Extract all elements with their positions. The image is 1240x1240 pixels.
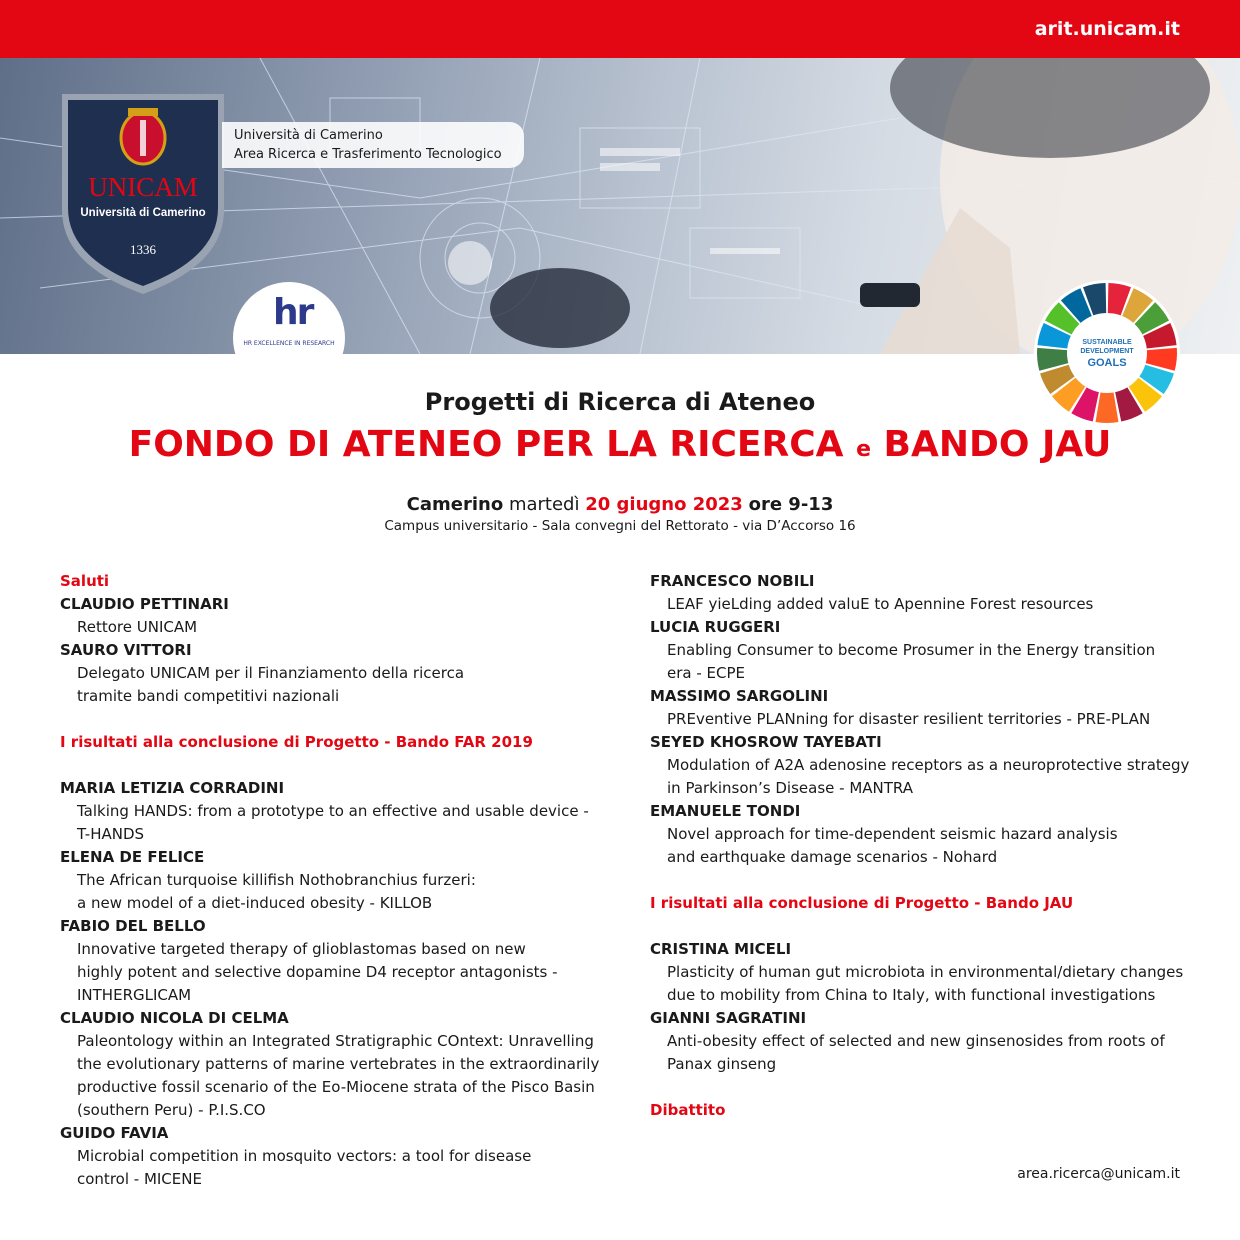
section-heading-debate: Dibattito [650,1101,726,1119]
event-title [0,424,1240,465]
event-date: 20 giugno 2023 [585,494,743,515]
project-title: The African turquoise killifish Nothobranchius furzeri: a new model of a diet-induced obesity - KILLOB [77,871,476,912]
speaker-role: Delegato UNICAM per il Finanziamento della ricerca tramite bandi competitivi nazionali [77,664,465,705]
project-title: Novel approach for time-dependent seismic hazard analysis and earthquake damage scenarios - Nohard [667,825,1118,866]
contact-email[interactable]: area.ricerca@unicam.it [1017,1166,1180,1182]
project-lead: MARIA LETIZIA CORRADINI [60,779,285,797]
hr-excellence-badge [233,282,345,394]
speaker-role: Rettore UNICAM [77,618,198,636]
title-conjunction: e [856,437,871,462]
project-title: Paleontology within an Integrated Stratigraphic COntext: Unravelling the evolutionary patterns of marine vertebrates in the extraordinarily productive fossil scenario of the Eo-Miocene strata of the Pisco Basin (southern Peru) - P.I.S.CO [77,1032,600,1119]
shield-name: UNICAM [88,172,198,202]
top-banner [0,0,1240,58]
project-lead: ELENA DE FELICE [60,848,205,866]
project-title: LEAF yieLding added valuE to Apennine Forest resources [667,595,1094,613]
section-heading-jau: I risultati alla conclusione di Progetto - Bando JAU [650,894,1074,912]
speaker-name: SAURO VITTORI [60,641,192,659]
event-subtitle: Progetti di Ricerca di Ateneo [424,388,816,416]
hr-logo: hr [273,292,313,333]
project-title: Plasticity of human gut microbiota in environmental/dietary changes due to mobility from China to Italy, with functional investigations [667,963,1184,1004]
project-title: Microbial competition in mosquito vectors: a tool for disease control - MICENE [77,1147,532,1188]
project-lead: GUIDO FAVIA [60,1124,169,1142]
event-weekday: martedì [508,494,580,515]
project-lead: CLAUDIO NICOLA DI CELMA [60,1009,289,1027]
project-title: Enabling Consumer to become Prosumer in the Energy transition era - ECPE [667,641,1156,682]
project-lead: CRISTINA MICELI [650,940,792,958]
program-left-column [60,570,600,1191]
program-right-column [650,570,1210,1122]
project-title: Talking HANDS: from a prototype to an effective and usable device - T-HANDS [77,802,589,843]
event-venue: Campus universitario - Sala convegni del Rettorato - via D’Accorso 16 [384,518,856,534]
project-lead: GIANNI SAGRATINI [650,1009,807,1027]
sdg-label-2: DEVELOPMENT [1080,348,1134,355]
event-city: Camerino [406,494,504,515]
section-heading-saluti: Saluti [60,572,110,590]
university-tag [222,122,524,168]
project-title: PREventive PLANning for disaster resilient territories - PRE-PLAN [667,710,1151,728]
department-name: Area Ricerca e Trasferimento Tecnologico [234,147,502,162]
project-lead: MASSIMO SARGOLINI [650,687,829,705]
project-title: Modulation of A2A adenosine receptors as a neuroprotective strategy in Parkinson’s Disease - MANTRA [667,756,1190,797]
project-lead: FRANCESCO NOBILI [650,572,815,590]
speaker-name: CLAUDIO PETTINARI [60,595,229,613]
project-lead: EMANUELE TONDI [650,802,801,820]
event-time: ore 9-13 [748,494,834,515]
section-heading-far: I risultati alla conclusione di Progetto - Bando FAR 2019 [60,733,533,751]
website-link[interactable]: arit.unicam.it [1034,18,1180,40]
shield-year: 1336 [130,242,156,257]
sdg-label-3: GOALS [1087,357,1127,369]
university-name: Università di Camerino [234,128,383,143]
project-lead: SEYED KHOSROW TAYEBATI [650,733,882,751]
shield-subtitle: Università di Camerino [80,207,206,219]
project-lead: LUCIA RUGGERI [650,618,781,636]
project-lead: FABIO DEL BELLO [60,917,206,935]
event-date-line [0,494,1240,515]
hr-caption: HR EXCELLENCE IN RESEARCH [243,340,335,347]
project-title: Anti-obesity effect of selected and new ginsenosides from roots of Panax ginseng [667,1032,1165,1073]
title-part-1: FONDO DI ATENEO PER LA RICERCA [128,424,844,465]
unicam-shield [58,90,228,298]
sdg-label-1: SUSTAINABLE [1082,339,1132,346]
project-title: Innovative targeted therapy of glioblastomas based on new highly potent and selective dopamine D4 receptor antagonists - INTHERGLICAM [77,940,558,1004]
title-part-2: BANDO JAU [883,424,1112,465]
